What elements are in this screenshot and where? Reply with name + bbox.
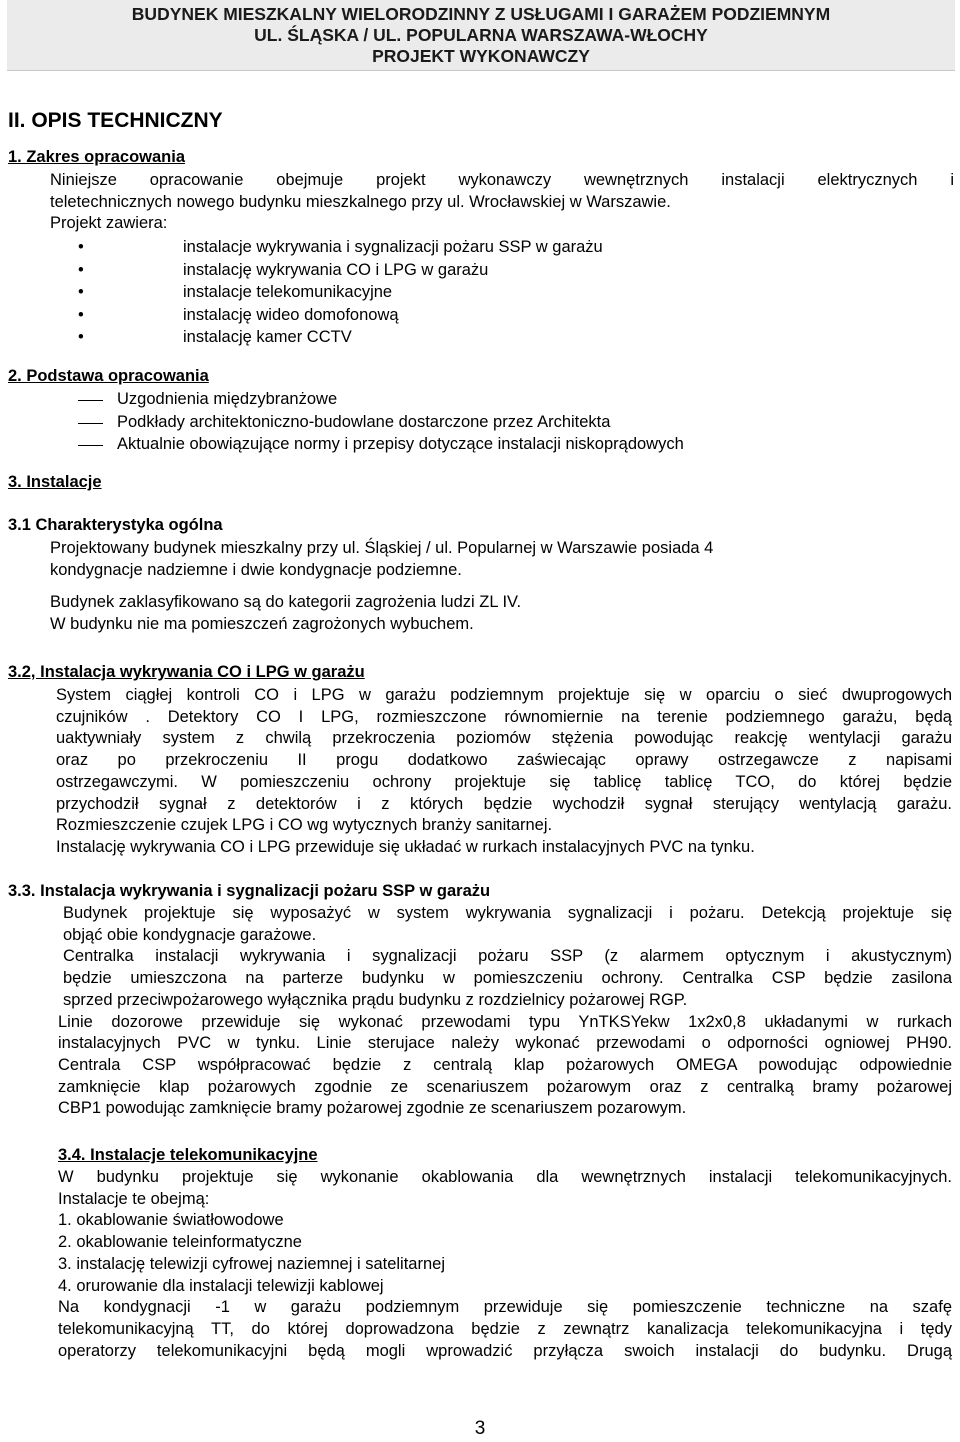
header-line-3: PROJEKT WYKONAWCZY [372, 45, 590, 66]
text-line: Budynek projektuje się wyposażyć w system wykrywania sygnalizacji i pożaru. Detekcją projektuje się [63, 904, 952, 922]
text-line: Projekt zawiera: [50, 214, 168, 233]
text-line: kondygnacje nadziemne i dwie kondygnacje podziemne. [50, 560, 462, 579]
list-item: 4. orurowanie dla instalacji telewizji kablowej [58, 1276, 384, 1295]
dash-icon [78, 400, 103, 401]
list-item: 2. okablowanie teleinformatyczne [58, 1233, 302, 1252]
text-line: zamknięcie klap pożarowych zgodnie ze scenariuszem pożarowym oraz z centralką bramy pożarowej [58, 1077, 952, 1096]
text-line: Rozmieszczenie czujek LPG i CO wg wytycznych branży sanitarnej. [56, 816, 553, 835]
list-item: Aktualnie obowiązujące normy i przepisy dotyczące instalacji niskoprądowych [0, 434, 960, 457]
header-line-1: BUDYNEK MIESZKALNY WIELORODZINNY Z USŁUGAMI I GARAŻEM PODZIEMNYM [131, 3, 831, 24]
bullet-icon: • [78, 283, 84, 301]
bullet-icon: • [78, 238, 84, 256]
section-3-2-text [56, 685, 952, 859]
list-item: 3. instalację telewizji cyfrowej naziemnej i satelitarnej [58, 1254, 446, 1273]
paragraph [50, 170, 954, 213]
document-header [7, 0, 955, 71]
text-line: Budynek zaklasyfikowano są do kategorii zagrożenia ludzi ZL IV. [50, 593, 522, 612]
page-number: 3 [474, 1418, 486, 1439]
bullet-icon: • [78, 260, 84, 279]
text-line: będzie umieszczona na parterze budynku w pomieszczeniu ochrony. Centralka CSP będzie zasilona [63, 969, 952, 988]
list-item: Podkłady architektoniczno-budowlane dostarczone przez Architekta [0, 412, 960, 435]
list-item: Uzgodnienia międzybranżowe [0, 389, 960, 412]
section-1-title: 1. Zakres opracowania [8, 148, 185, 166]
section-3-3-text [58, 903, 952, 1120]
text-line: teletechnicznych nowego budynku mieszkalnego przy ul. Wrocławskiej w Warszawie. [50, 192, 671, 211]
text-line: przychodził sygnał z detektorów i z których będzie wychodził sygnał sterujący wentylacją garażu. [56, 794, 952, 813]
section-3-2-title: 3.2, Instalacja wykrywania CO i LPG w garażu [8, 663, 365, 681]
section-1-bullets [0, 237, 960, 350]
dash-icon [78, 423, 103, 424]
header-line-2: UL. ŚLĄSKA / UL. POPULARNA WARSZAWA-WŁOCHY [254, 24, 708, 45]
list-item: • instalację wykrywania CO i LPG w garażu [0, 260, 960, 283]
chapter-title: II. OPIS TECHNICZNY [8, 109, 223, 132]
paragraph [58, 1297, 952, 1362]
text-line: Na kondygnacji -1 w garażu podziemnym przewiduje się pomieszczenie techniczne na szafę [58, 1298, 952, 1317]
text-line: Centralka instalacji wykrywania i sygnalizacji pożaru SSP (z alarmem optycznym i akustycznym) [63, 947, 952, 966]
section-3-1-text [50, 538, 954, 636]
section-3-4-title: 3.4. Instalacje telekomunikacyjne [58, 1146, 318, 1164]
list-item: • instalacje telekomunikacyjne [0, 282, 960, 305]
list-item: • instalację kamer CCTV [0, 327, 960, 350]
list-item: 1. okablowanie światłowodowe [58, 1211, 284, 1230]
section-3-title: 3. Instalacje [8, 473, 102, 491]
list-item: • instalacje wykrywania i sygnalizacji pożaru SSP w garażu [0, 237, 960, 260]
text-line: uaktywniały system z chwilą przekroczenia poziomów stężenia powodując reakcję wentylacji garażu [56, 729, 952, 748]
text-line: czujników . Detektory CO I LPG, rozmieszczone równomiernie na terenie podziemnego garażu, będą [56, 707, 952, 726]
paragraph [58, 1167, 952, 1210]
bullet-icon: • [78, 328, 84, 346]
text-line: telekomunikacyjną TT, do której doprowadzona będzie z zewnątrz kanalizacja telekomunikacyjna i tędy [58, 1319, 952, 1338]
text-line: objąć obie kondygnacje garażowe. [63, 925, 317, 944]
text-line: System ciągłej kontroli CO i LPG w garażu podziemnym projektuje się w oparciu o sieć dwuprogowych [56, 686, 952, 704]
text-line: operatorzy telekomunikacyjni będą mogli wprowadzić przyłącza swoich instalacji do budynku. Drugą [58, 1341, 952, 1360]
list-item: • instalację wideo domofonową [0, 305, 960, 328]
text-line: sprzed przeciwpożarowego wyłącznika prądu budynku z rozdzielnicy pożarowej RGP. [63, 990, 688, 1009]
text-line: Instalacje te obejmą: [58, 1189, 210, 1208]
section-3-1-title: 3.1 Charakterystyka ogólna [8, 516, 223, 534]
section-2-list [0, 389, 960, 457]
text-line: CBP1 powodując zamknięcie bramy pożarowej zgodnie ze scenariuszem pozarowym. [58, 1099, 687, 1118]
text-line: Projektowany budynek mieszkalny przy ul. Śląskiej / ul. Popularnej w Warszawie posiada 4 [50, 539, 714, 557]
text-line: oraz po przekroczeniu II progu dodatkowo zaświecając oprawy ostrzegawcze z napisami [56, 751, 952, 770]
section-3-4-text [58, 1167, 952, 1362]
text-line: Linie dozorowe przewiduje się wykonać przewodami typu YnTKSYekw 1x2x0,8 układanymi w rurkach [58, 1012, 952, 1031]
text-line: W budynku nie ma pomieszczeń zagrożonych wybuchem. [50, 615, 474, 634]
text-line: Instalację wykrywania CO i LPG przewiduje się układać w rurkach instalacyjnych PVC na tynku. [56, 837, 755, 856]
dash-icon [78, 445, 103, 446]
text-line: Centrala CSP współpracować będzie z centralą klap pożarowych OMEGA powodując odpowiednie [58, 1055, 952, 1074]
text-line: Niniejsze opracowanie obejmuje projekt wykonawczy wewnętrznych instalacji elektrycznych i [50, 171, 954, 189]
section-1-text [50, 170, 954, 235]
text-line: ostrzegawczymi. W pomieszczeniu ochrony projektuje się tablicę tablicę TCO, do której będzie [56, 772, 952, 791]
section-2-title: 2. Podstawa opracowania [8, 367, 209, 385]
text-line: instalacyjnych PVC w tynku. Linie sterujace należy wykonać przewodami o odporności ogniowej PH90. [58, 1034, 952, 1053]
section-3-3-title: 3.3. Instalacja wykrywania i sygnalizacji pożaru SSP w garażu [8, 882, 491, 900]
bullet-icon: • [78, 305, 84, 324]
text-line: W budynku projektuje się wykonanie okablowania dla wewnętrznych instalacji telekomunikacyjnych. [58, 1168, 952, 1186]
